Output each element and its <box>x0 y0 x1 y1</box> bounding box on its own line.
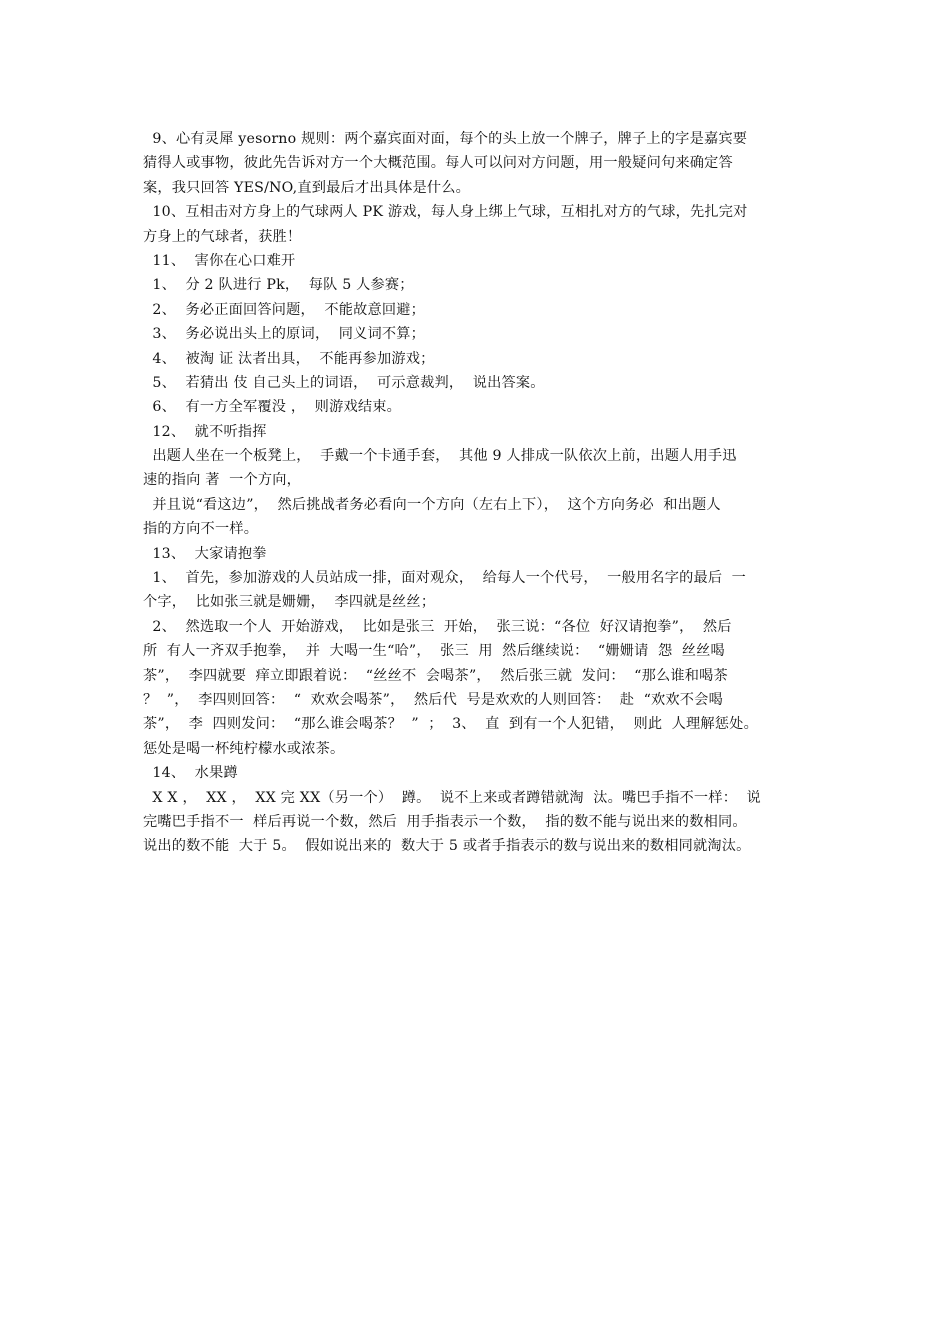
list-item: 5、 若猜出 伎 自己头上的词语， 可示意裁判， 说出答案。 <box>143 374 545 391</box>
document-body <box>143 127 817 859</box>
text-line: 9、心有灵犀 yesorno 规则：两个嘉宾面对面，每个的头上放一个牌子，牌子上的字是嘉宾要 <box>143 131 748 147</box>
section-heading: 14、 水果蹲 <box>143 765 238 782</box>
text-line: 猜得人或事物，彼此先告诉对方一个大概范围。每人可以问对方问题，用一般疑问句来确定答 <box>143 155 733 172</box>
text-line: 茶”， 李四就要 痒立即跟着说： “丝丝不 会喝茶”， 然后张三就 发问： “那么谁和喝茶 <box>143 667 728 684</box>
text-line: 指的方向不一样。 <box>143 521 259 538</box>
text-line: 10、互相击对方身上的气球两人 PK 游戏，每人身上绑上气球，互相扎对方的气球，先扎完对 <box>143 204 748 221</box>
text-line: 惩处是喝一杯纯柠檬水或浓茶。 <box>143 740 345 757</box>
list-item: 2、 然选取一个人 开始游戏， 比如是张三 开始， 张三说：“各位 好汉请抱拳”， 然后 <box>143 618 732 635</box>
section-heading: 11、 害你在心口难开 <box>143 252 296 269</box>
text-line: 所 有人一齐双手抱拳， 并 大喝一生“哈”， 张三 用 然后继续说： “姗姗请 怨 丝丝喝 <box>143 643 725 660</box>
text-line: 并且说“看这边”， 然后挑战者务必看向一个方向（左右上下）， 这个方向务必 和出题人 <box>143 496 721 513</box>
text-line: 说出的数不能 大于 5。 假如说出来的 数大于 5 或者手指表示的数与说出来的数相同就淘汰。 <box>143 838 751 855</box>
text-line: 完嘴巴手指不一 样后再说一个数，然后 用手指表示一个数， 指的数不能与说出来的数相同。 <box>143 813 747 830</box>
text-line: ？ ”， 李四则回答： “ 欢欢会喝茶”， 然后代 号是欢欢的人则回答： 赴 “欢欢不会喝 <box>143 691 723 708</box>
list-item: 4、 被淘 证 汰者出具， 不能再参加游戏； <box>143 350 435 367</box>
list-item: 2、 务必正面回答问题， 不能故意回避； <box>143 301 426 318</box>
text-line: 出题人坐在一个板凳上， 手戴一个卡通手套， 其他 9 人排成一队依次上前，出题人用手迅 <box>143 448 737 465</box>
text-line: 方身上的气球者，获胜！ <box>143 228 302 245</box>
section-heading: 13、 大家请抱拳 <box>143 545 267 562</box>
text-line: 个字， 比如张三就是姗姗， 李四就是丝丝； <box>143 594 436 611</box>
list-item: 3、 务必说出头上的原词， 同义词不算； <box>143 326 426 343</box>
list-item: 1、 首先，参加游戏的人员站成一排，面对观众， 给每人一个代号， 一般用名字的最后 一 <box>143 570 747 587</box>
text-line: 速的指向 著 一个方向， <box>143 472 302 489</box>
list-item: 6、 有一方全军覆没 ， 则游戏结束。 <box>143 399 402 416</box>
text-line: 茶”， 李 四则发问： “那么谁会喝茶？ ” ； 3、 直 到有一个人犯错， 则此 人理解惩处。 <box>143 716 758 733</box>
list-item: 1、 分 2 队进行 Pk， 每队 5 人参赛； <box>143 277 414 294</box>
section-heading: 12、 就不听指挥 <box>143 423 267 440</box>
text-line: 案，我只回答 YES/NO,直到最后才出具体是什么。 <box>143 179 471 196</box>
text-line: X X ， XX ， XX 完 XX（另一个） 蹲。 说不上来或者蹲错就淘 汰。嘴巴手指不一样： 说 <box>143 789 761 806</box>
